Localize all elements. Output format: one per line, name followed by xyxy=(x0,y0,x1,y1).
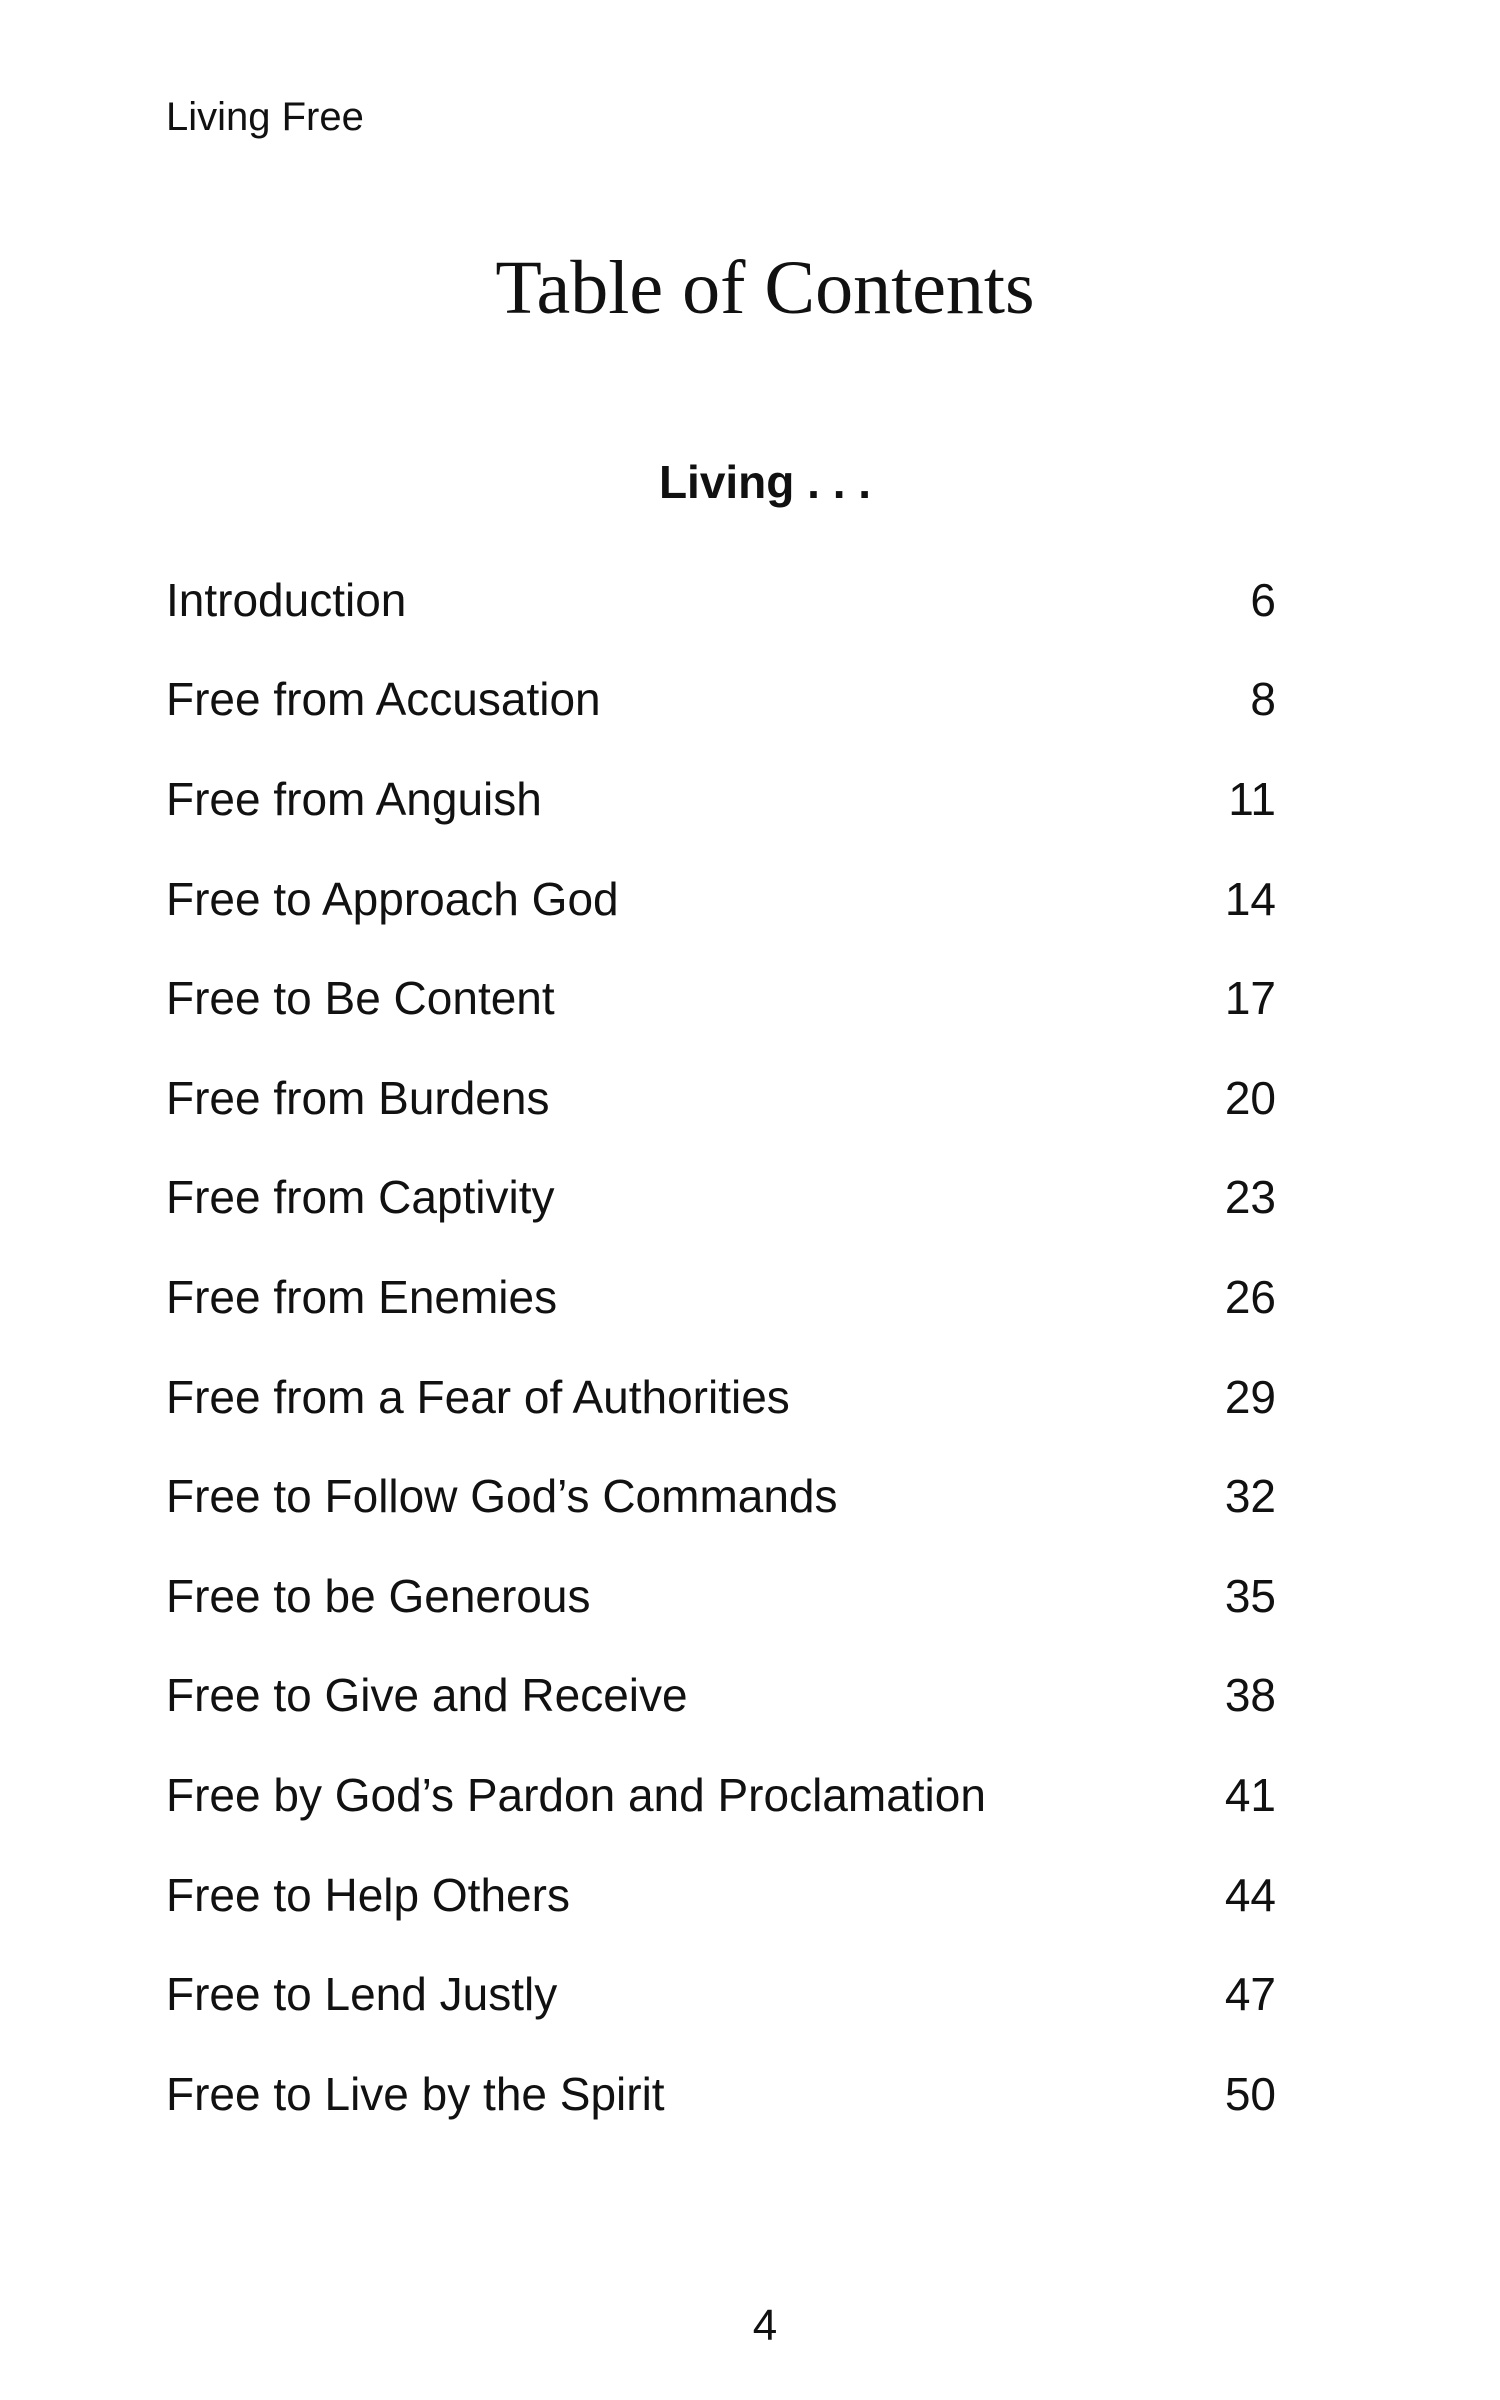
toc-entry[interactable] xyxy=(166,1446,1276,1546)
toc-entry-title: Free from a Fear of Authorities xyxy=(166,1370,790,1423)
toc-entry-page: 47 xyxy=(1224,1968,1276,2021)
toc-entry-page: 23 xyxy=(1224,1171,1276,1224)
toc-entry[interactable] xyxy=(166,849,1276,949)
toc-entry[interactable] xyxy=(166,2044,1276,2144)
toc-entry[interactable] xyxy=(166,1347,1276,1447)
running-header: Living Free xyxy=(166,95,364,139)
toc-entry-title: Free to Give and Receive xyxy=(166,1669,688,1722)
toc-entry[interactable] xyxy=(166,1546,1276,1646)
toc-entry-title: Free to be Generous xyxy=(166,1569,591,1622)
toc-entry-page: 6 xyxy=(1250,573,1276,626)
toc-entry[interactable] xyxy=(166,749,1276,849)
toc-entry-title: Introduction xyxy=(166,573,407,626)
toc-entry-page: 29 xyxy=(1224,1370,1276,1423)
toc-entry[interactable] xyxy=(166,1048,1276,1148)
toc-entry-page: 11 xyxy=(1228,772,1276,825)
toc-entry-title: Free from Captivity xyxy=(166,1171,555,1224)
page-title: Table of Contents xyxy=(495,246,1035,330)
toc-entry[interactable] xyxy=(166,1148,1276,1248)
toc-entry[interactable] xyxy=(166,1646,1276,1746)
toc-list xyxy=(166,550,1276,2144)
toc-entry-title: Free from Enemies xyxy=(166,1270,558,1323)
toc-entry[interactable] xyxy=(166,1845,1276,1945)
toc-entry[interactable] xyxy=(166,1247,1276,1347)
toc-entry[interactable] xyxy=(166,1944,1276,2044)
toc-entry[interactable] xyxy=(166,948,1276,1048)
toc-entry-page: 14 xyxy=(1224,872,1276,925)
toc-entry-page: 50 xyxy=(1224,2067,1276,2120)
toc-entry-title: Free to Approach God xyxy=(166,872,619,925)
toc-entry-page: 44 xyxy=(1224,1868,1276,1921)
toc-entry-title: Free to Live by the Spirit xyxy=(166,2067,665,2120)
toc-entry-title: Free from Burdens xyxy=(166,1071,550,1124)
toc-entry-title: Free from Anguish xyxy=(166,772,542,825)
toc-entry-title: Free to Help Others xyxy=(166,1868,570,1921)
toc-entry[interactable] xyxy=(166,550,1276,650)
toc-entry-page: 17 xyxy=(1224,972,1276,1025)
toc-entry-page: 32 xyxy=(1224,1470,1276,1523)
toc-entry-title: Free by God’s Pardon and Proclamation xyxy=(166,1768,986,1821)
toc-entry-page: 38 xyxy=(1224,1669,1276,1722)
toc-entry-page: 26 xyxy=(1224,1270,1276,1323)
page-number: 4 xyxy=(752,2301,778,2350)
toc-entry[interactable] xyxy=(166,1745,1276,1845)
toc-entry-page: 35 xyxy=(1224,1569,1276,1622)
toc-entry[interactable] xyxy=(166,650,1276,750)
toc-entry-title: Free to Follow God’s Commands xyxy=(166,1470,838,1523)
toc-entry-page: 41 xyxy=(1224,1768,1276,1821)
toc-entry-title: Free to Be Content xyxy=(166,972,555,1025)
toc-entry-title: Free from Accusation xyxy=(166,673,601,726)
toc-entry-page: 20 xyxy=(1224,1071,1276,1124)
toc-entry-page: 8 xyxy=(1250,673,1276,726)
toc-entry-title: Free to Lend Justly xyxy=(166,1968,558,2021)
section-heading: Living . . . xyxy=(658,456,872,508)
